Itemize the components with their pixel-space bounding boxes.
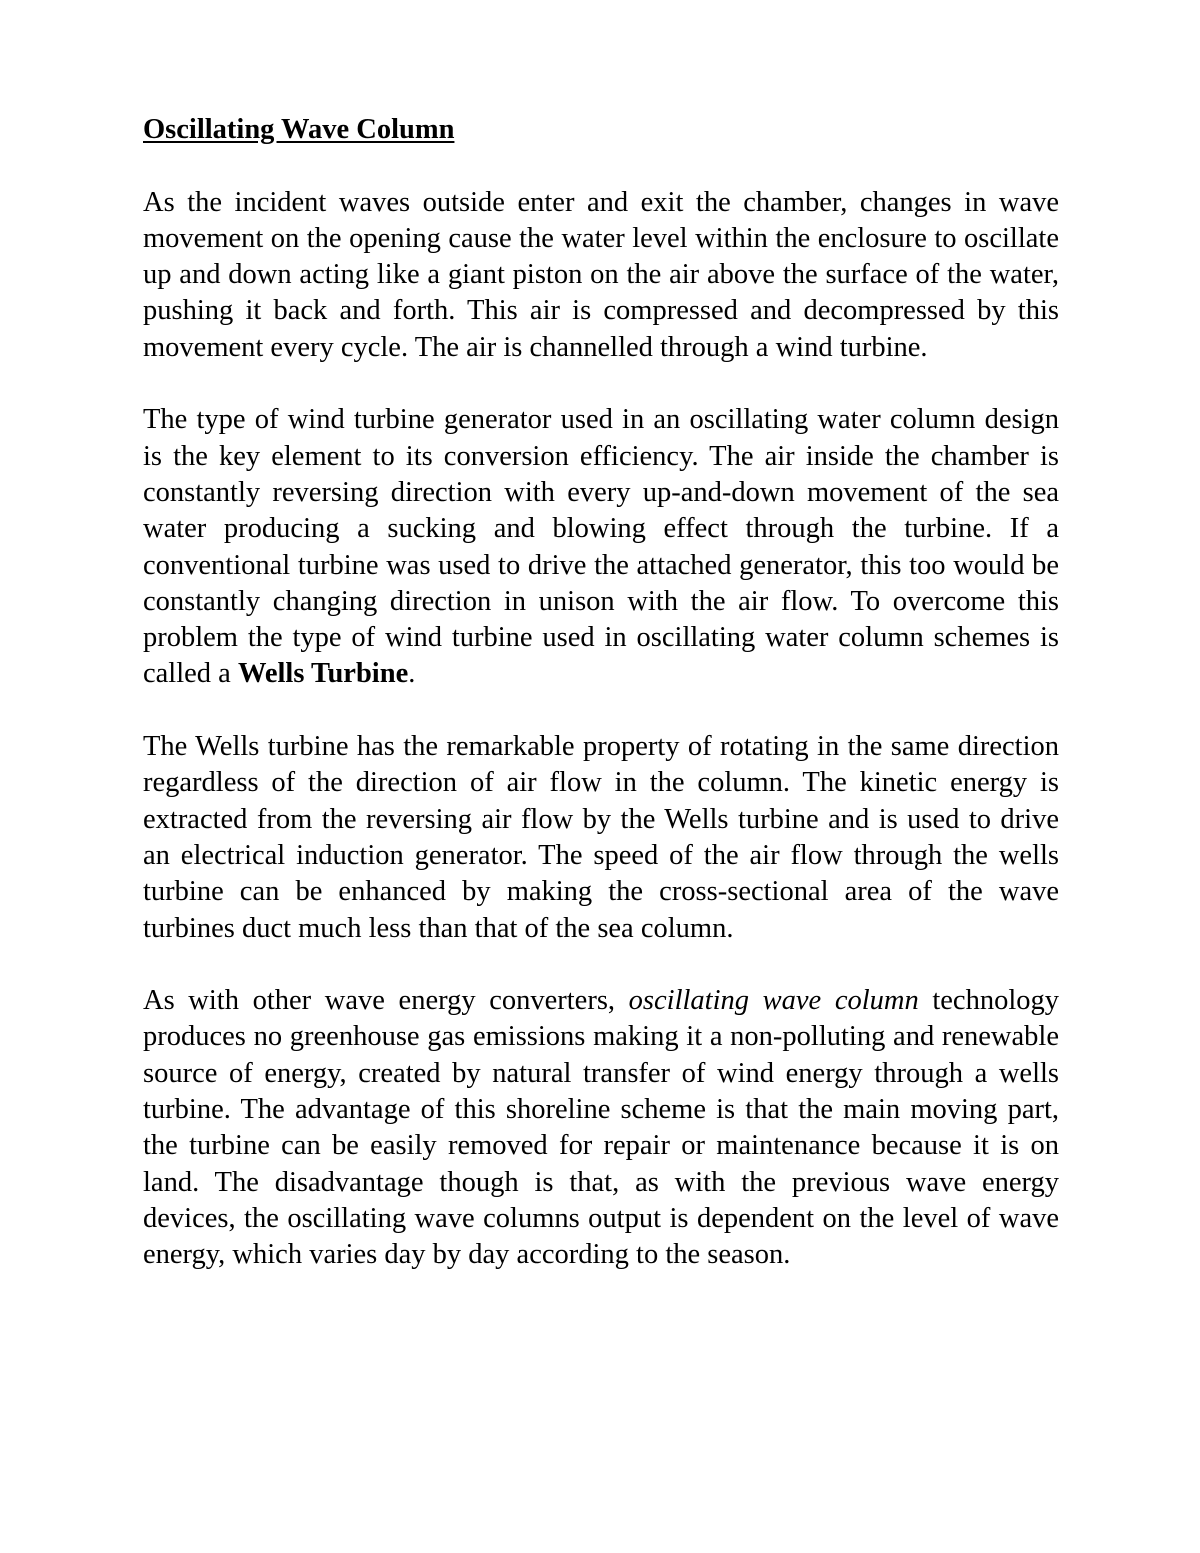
paragraph-turbine-type-text: The type of wind turbine generator used in an oscillating water column design is the key element to its conversion efficiency. The air inside the chamber is constantly reversing direction with every up-and-down movement of the sea water producing a sucking and blowing effect through the turbine. If a conventional turbine was used to drive the attached generator, this too would be constantly changing direction in unison with the air flow. To overcome this problem the type of wind turbine used in oscillating water column schemes is called a (143, 404, 1059, 690)
paragraph-wells-property: The Wells turbine has the remarkable property of rotating in the same direction regardless of the direction of air flow in the column. The kinetic energy is extracted from the reversing air flow by the Wells turbine and is used to drive an electrical induction generator. The speed of the air flow through the wells turbine can be enhanced by making the cross-sectional area of the wave turbines duct much less than that of the sea column. (143, 731, 1059, 944)
document-page (143, 112, 1059, 1274)
paragraph-intro: As the incident waves outside enter and exit the chamber, changes in wave movement on the opening cause the water level within the enclosure to oscillate up and down acting like a giant piston on the air above the surface of the water, pushing it back and forth. This air is compressed and decompressed by this movement every cycle. The air is channelled through a wind turbine. (143, 186, 1059, 363)
paragraph-turbine-type (143, 402, 1059, 692)
document-title: Oscillating Wave Column (143, 114, 455, 145)
oscillating-wave-column-term: oscillating wave column (628, 985, 919, 1017)
paragraph-advantages (143, 983, 1059, 1273)
paragraph-turbine-type-end: . (408, 658, 416, 690)
paragraph-advantages-text: technology produces no greenhouse gas emissions making it a non-polluting and renewable source of energy, created by natural transfer of wind energy through a wells turbine. The advantage of this shoreline scheme is that the main moving part, the turbine can be easily removed for repair or maintenance because it is on land. The disadvantage though is that, as with the previous wave energy devices, the oscillating wave columns output is dependent on the level of wave energy, which varies day by day according to the season. (143, 985, 1060, 1271)
wells-turbine-term: Wells Turbine (237, 658, 409, 690)
paragraph-advantages-start: As with other wave energy converters, (143, 985, 629, 1017)
